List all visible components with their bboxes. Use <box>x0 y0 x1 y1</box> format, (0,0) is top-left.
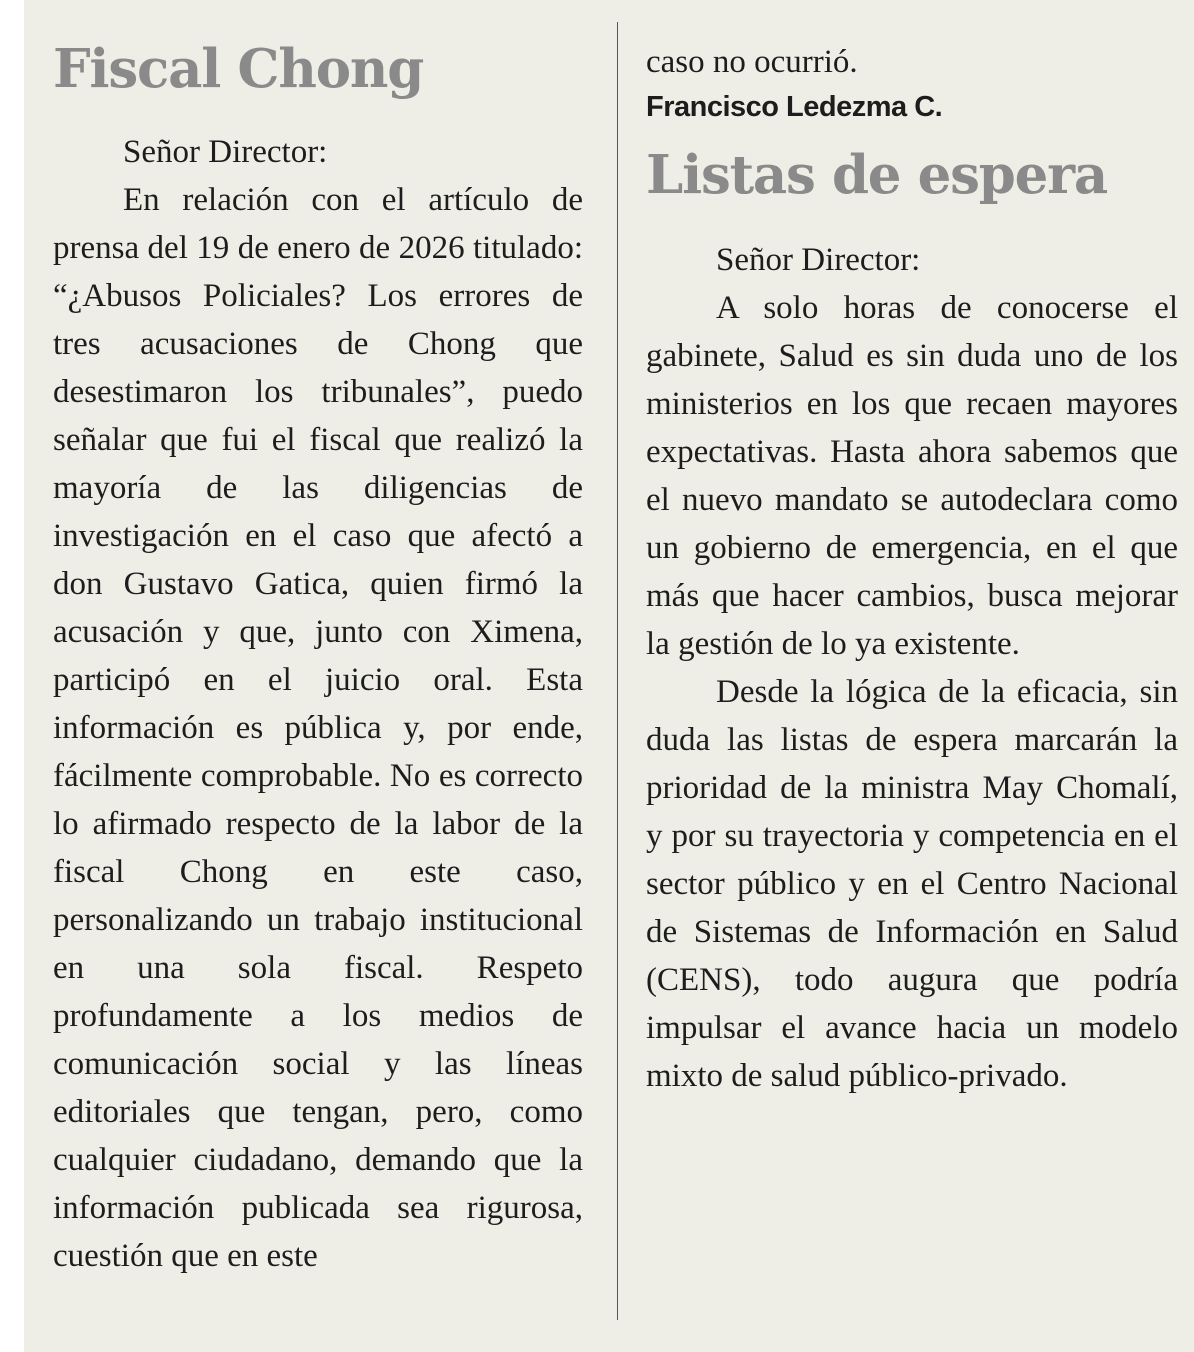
letter1-continuation: caso no ocurrió. <box>646 44 858 80</box>
signature-letter1: Francisco Ledezma C. <box>646 91 943 123</box>
left-column <box>53 0 583 1280</box>
headline-fiscal-chong: Fiscal Chong <box>53 38 424 100</box>
letter1-body: En relación con el artículo de prensa del 19 de enero de 2026 titulado: “¿Abusos Policiales? Los errores de tres acusaciones de Chong que desestimaron los tribunales”, puedo señalar que fui el fiscal que realizó la mayoría de las diligencias de investigación en el caso que afectó a don Gustavo Gatica, quien firmó la acusación y que, junto con Ximena, participó en el juicio oral. Esta información es pública y, por ende, fácilmente comprobable. No es correcto lo afirmado respecto de la labor de la fiscal Chong en este caso, personalizando un trabajo institucional en una sola fiscal. Respeto profundamente a los medios de comunicación social y las líneas editoriales que tengan, pero, como cualquier ciudadano, demando que la información publicada sea rigurosa, cuestión que en este <box>53 182 583 1274</box>
newspaper-page <box>24 0 1194 1352</box>
headline-listas-de-espera: Listas de espera <box>646 144 1107 206</box>
column-divider <box>617 22 618 1320</box>
right-column <box>646 0 1178 1100</box>
letter2-paragraph-2: Desde la lógica de la eficacia, sin duda las listas de espera marcarán la prioridad de la ministra May Chomalí, y por su trayectoria y competencia en el sector público y en el Centro Nacional de Sistemas de Información en Salud (CENS), todo augura que podría impulsar el avance hacia un modelo mixto de salud público-privado. <box>646 674 1178 1094</box>
salutation-letter1: Señor Director: <box>123 134 328 170</box>
letter2-paragraph-1: A solo horas de conocerse el gabinete, Salud es sin duda uno de los ministerios en los que recaen mayores expectativas. Hasta ahora sabemos que el nuevo mandato se autodeclara como un gobierno de emergencia, en el que más que hacer cambios, busca mejorar la gestión de lo ya existente. <box>646 290 1178 662</box>
salutation-letter2: Señor Director: <box>716 242 921 278</box>
